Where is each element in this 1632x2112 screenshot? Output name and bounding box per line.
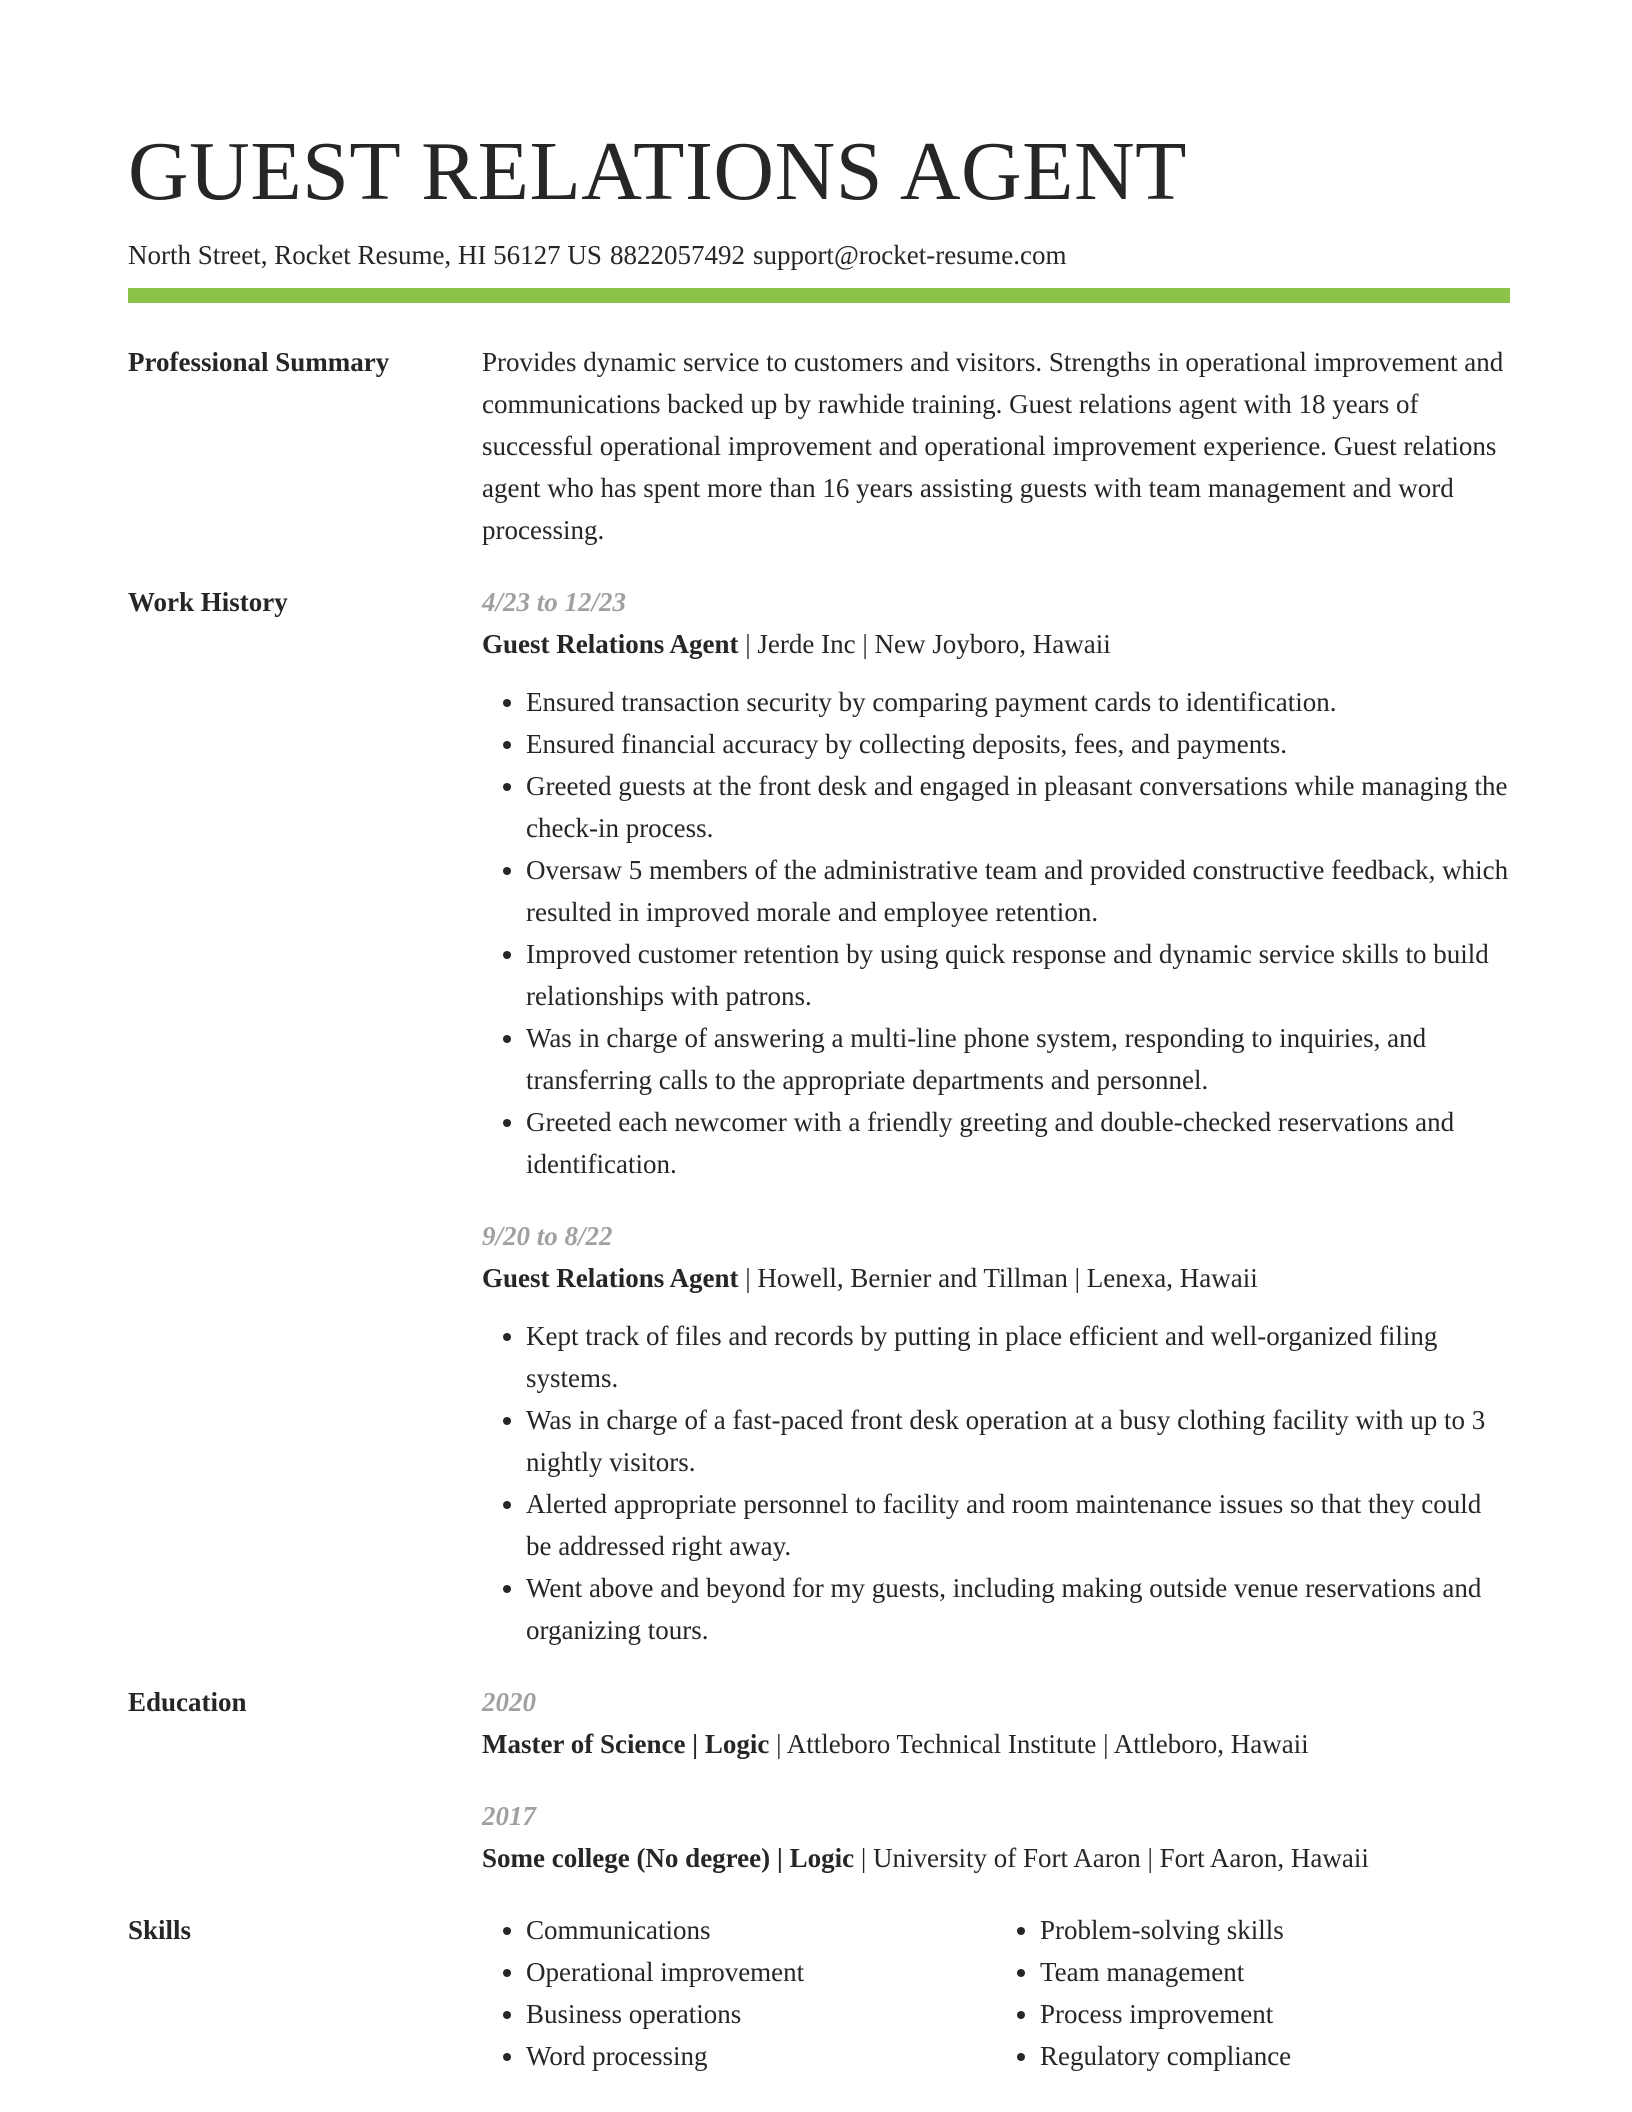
list-item: • Oversaw 5 members of the administrative team and provided constructive feedback, which resulted in improved morale and employee retention. [526, 849, 1510, 933]
education-year: 2020 [482, 1687, 536, 1717]
list-item: • Was in charge of answering a multi-line phone system, responding to inquiries, and transferring calls to the appropriate departments and personnel. [526, 1017, 1510, 1101]
section-title-summary: Professional Summary [128, 347, 390, 377]
list-item: • Greeted guests at the front desk and engaged in pleasant conversations while managing the check-in process. [526, 765, 1510, 849]
skills-column-1 [482, 1909, 996, 2077]
work-history-body [482, 581, 1510, 1651]
address: North Street, Rocket Resume, HI 56127 US [128, 240, 602, 270]
section-title-work-history: Work History [128, 587, 288, 617]
job-bullets [482, 681, 1510, 1185]
summary-section [128, 341, 1510, 551]
education-line [482, 1837, 1510, 1879]
skills-section [128, 1909, 1510, 2077]
list-item: • Word processing [526, 2035, 996, 2077]
education-entry [482, 1681, 1510, 1765]
list-item: • Went above and beyond for my guests, including making outside venue reservations and organizing tours. [526, 1567, 1510, 1651]
list-item: • Regulatory compliance [1040, 2035, 1510, 2077]
job-details: | Jerde Inc | New Joyboro, Hawaii [738, 629, 1111, 659]
list-item: • Ensured financial accuracy by collecting deposits, fees, and payments. [526, 723, 1510, 765]
work-history-section [128, 581, 1510, 1651]
job-entry [482, 1215, 1510, 1651]
education-line [482, 1723, 1510, 1765]
job-details: | Howell, Bernier and Tillman | Lenexa, Hawaii [738, 1263, 1258, 1293]
job-dates: 4/23 to 12/23 [482, 587, 627, 617]
skills-body [482, 1909, 1510, 2077]
job-role: Guest Relations Agent [482, 1263, 739, 1293]
list-item: • Improved customer retention by using quick response and dynamic service skills to build relationships with patrons. [526, 933, 1510, 1017]
education-degree: Some college (No degree) | Logic [482, 1843, 855, 1873]
resume-page [128, 125, 1510, 2077]
list-item: • Team management [1040, 1951, 1510, 1993]
education-degree: Master of Science | Logic [482, 1729, 770, 1759]
job-title-line [482, 623, 1510, 665]
section-title-skills: Skills [128, 1915, 192, 1945]
job-entry [482, 581, 1510, 1185]
list-item: • Communications [526, 1909, 996, 1951]
education-details: | Attleboro Technical Institute | Attleboro, Hawaii [769, 1729, 1309, 1759]
list-item: • Was in charge of a fast-paced front desk operation at a busy clothing facility with up to 3 nightly visitors. [526, 1399, 1510, 1483]
list-item: • Problem-solving skills [1040, 1909, 1510, 1951]
contact-line [128, 238, 1510, 272]
job-title-line [482, 1257, 1510, 1299]
email: support@rocket-resume.com [752, 240, 1067, 270]
list-item: • Process improvement [1040, 1993, 1510, 2035]
job-bullets [482, 1315, 1510, 1651]
job-dates: 9/20 to 8/22 [482, 1221, 613, 1251]
header-divider [128, 288, 1510, 303]
education-year: 2017 [482, 1801, 536, 1831]
candidate-name: GUEST RELATIONS AGENT [128, 125, 1187, 218]
job-role: Guest Relations Agent [482, 629, 739, 659]
phone: 8822057492 [609, 240, 745, 270]
section-title-education: Education [128, 1687, 247, 1717]
list-item: • Ensured transaction security by comparing payment cards to identification. [526, 681, 1510, 723]
education-body [482, 1681, 1510, 1879]
list-item: • Business operations [526, 1993, 996, 2035]
education-details: | University of Fort Aaron | Fort Aaron, Hawaii [854, 1843, 1369, 1873]
education-entry [482, 1795, 1510, 1879]
list-item: • Kept track of files and records by putting in place efficient and well-organized filing systems. [526, 1315, 1510, 1399]
skills-column-2 [996, 1909, 1510, 2077]
summary-text: Provides dynamic service to customers and visitors. Strengths in operational improvement and communications backed up by rawhide training. Guest relations agent with 18 years of successful operational improvement and operational improvement experience. Guest relations agent who has spent more than 16 years assisting guests with team management and word processing. [482, 347, 1504, 545]
list-item: • Alerted appropriate personnel to facility and room maintenance issues so that they could be addressed right away. [526, 1483, 1510, 1567]
list-item: • Greeted each newcomer with a friendly greeting and double-checked reservations and identification. [526, 1101, 1510, 1185]
education-section [128, 1681, 1510, 1879]
list-item: • Operational improvement [526, 1951, 996, 1993]
